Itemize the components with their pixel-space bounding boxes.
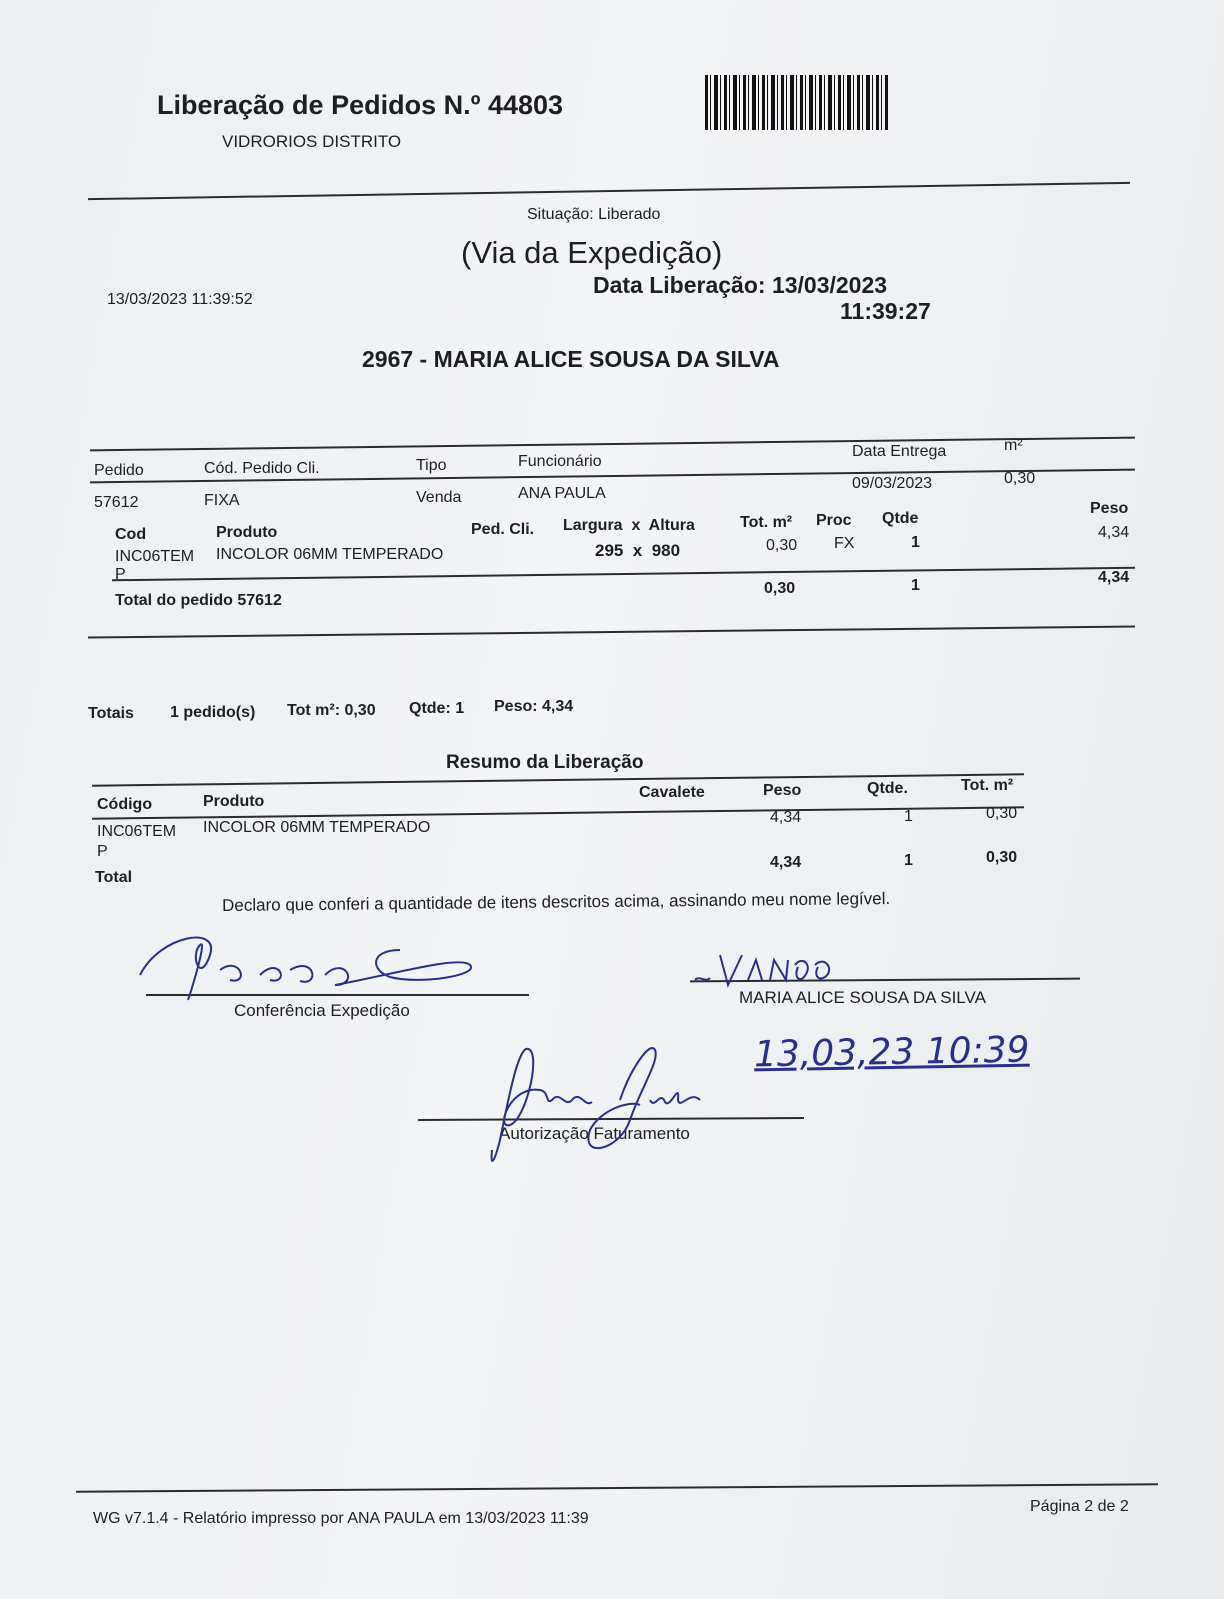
row-cod-pedido-cli: FIXA (204, 492, 240, 509)
totals-tot-m2: Tot m²: 0,30 (287, 702, 376, 719)
divider (88, 626, 1135, 639)
footer-divider (76, 1483, 1158, 1493)
item-header-produto: Produto (216, 524, 278, 541)
row-funcionario: ANA PAULA (518, 485, 606, 502)
summary-tot-m2: 0,30 (986, 805, 1018, 822)
header-funcionario: Funcionário (518, 453, 602, 470)
barcode (705, 75, 888, 130)
summary-peso: 4,34 (770, 809, 802, 826)
header-tipo: Tipo (416, 457, 447, 474)
item-tot-m2: 0,30 (766, 537, 798, 554)
totals-qtde: Qtde: 1 (409, 700, 465, 717)
item-cod: INC06TEM (115, 548, 195, 565)
item-header-cod: Cod (115, 526, 147, 543)
summary-header-peso: Peso (763, 782, 802, 799)
autorizacao-signature (480, 1030, 720, 1170)
item-header-ped-cli: Ped. Cli. (471, 521, 535, 538)
order-total-label: Total do pedido 57612 (115, 592, 282, 609)
summary-produto: INCOLOR 06MM TEMPERADO (203, 819, 431, 836)
divider (88, 182, 1130, 200)
summary-total-tot-m2: 0,30 (986, 849, 1018, 866)
handwritten-date: 13,03,23 10:39 (753, 1029, 1030, 1076)
release-time: 11:39:27 (840, 298, 931, 324)
item-header-tot-m2: Tot. m² (740, 514, 793, 531)
item-header-qtde: Qtde (882, 510, 919, 527)
client-signature (690, 945, 850, 995)
autorizacao-label: Autorização Faturamento (499, 1124, 690, 1143)
conferencia-signature (130, 915, 510, 1015)
totals-peso: Peso: 4,34 (494, 698, 574, 715)
header-pedido: Pedido (94, 462, 144, 479)
item-header-peso: Peso (1090, 500, 1129, 517)
print-datetime: 13/03/2023 11:39:52 (107, 291, 253, 308)
summary-total-qtde: 1 (904, 852, 913, 869)
footer-page-number: Página 2 de 2 (1030, 1498, 1129, 1515)
summary-header-codigo: Código (97, 796, 153, 813)
summary-header-qtde: Qtde. (867, 780, 908, 797)
status-text: Situação: Liberado (527, 206, 661, 223)
totals-label: Totais (88, 705, 134, 722)
client-name: 2967 - MARIA ALICE SOUSA DA SILVA (362, 346, 780, 372)
declaration-text: Declaro que conferi a quantidade de itens descritos acima, assinando meu nome legível. (222, 889, 891, 915)
document-title: Liberação de Pedidos N.º 44803 (157, 90, 564, 120)
client-signature-name: MARIA ALICE SOUSA DA SILVA (739, 988, 986, 1007)
order-total-qtde: 1 (911, 577, 920, 594)
footer-printed-by: WG v7.1.4 - Relatório impresso por ANA PAULA em 13/03/2023 11:39 (93, 1510, 589, 1527)
item-peso: 4,34 (1098, 524, 1130, 541)
item-cod-continued: P (115, 566, 126, 583)
summary-header-produto: Produto (203, 793, 265, 810)
company-name: VIDRORIOS DISTRITO (222, 132, 402, 151)
item-header-largura-altura: Largura x Altura (563, 517, 695, 534)
via-title: (Via da Expedição) (461, 235, 723, 270)
order-total-peso: 4,34 (1098, 569, 1130, 586)
item-largura-altura: 295 x 980 (595, 541, 681, 560)
item-qtde: 1 (911, 534, 920, 551)
item-produto: INCOLOR 06MM TEMPERADO (216, 546, 444, 563)
divider (90, 437, 1135, 452)
item-proc: FX (834, 535, 855, 552)
row-m2: 0,30 (1004, 470, 1036, 487)
row-data-entrega: 09/03/2023 (852, 475, 933, 492)
conferencia-label: Conferência Expedição (234, 1001, 410, 1020)
summary-title: Resumo da Liberação (446, 752, 644, 773)
summary-total-label: Total (95, 869, 133, 886)
header-data-entrega: Data Entrega (852, 443, 947, 460)
release-date: Data Liberação: 13/03/2023 (593, 272, 888, 298)
summary-codigo: INC06TEM (97, 823, 177, 840)
summary-header-cavalete: Cavalete (639, 784, 705, 801)
order-total-tot-m2: 0,30 (764, 580, 796, 597)
divider (112, 567, 1135, 581)
header-m2: m² (1004, 437, 1023, 454)
totals-pedidos: 1 pedido(s) (170, 704, 256, 721)
summary-codigo-continued: P (97, 843, 108, 860)
summary-header-tot-m2: Tot. m² (961, 777, 1014, 794)
summary-total-peso: 4,34 (770, 854, 802, 871)
summary-qtde: 1 (904, 808, 913, 825)
row-pedido: 57612 (94, 494, 139, 511)
row-tipo: Venda (416, 489, 462, 506)
header-cod-pedido-cli: Cód. Pedido Cli. (204, 460, 320, 477)
item-header-proc: Proc (816, 512, 852, 529)
